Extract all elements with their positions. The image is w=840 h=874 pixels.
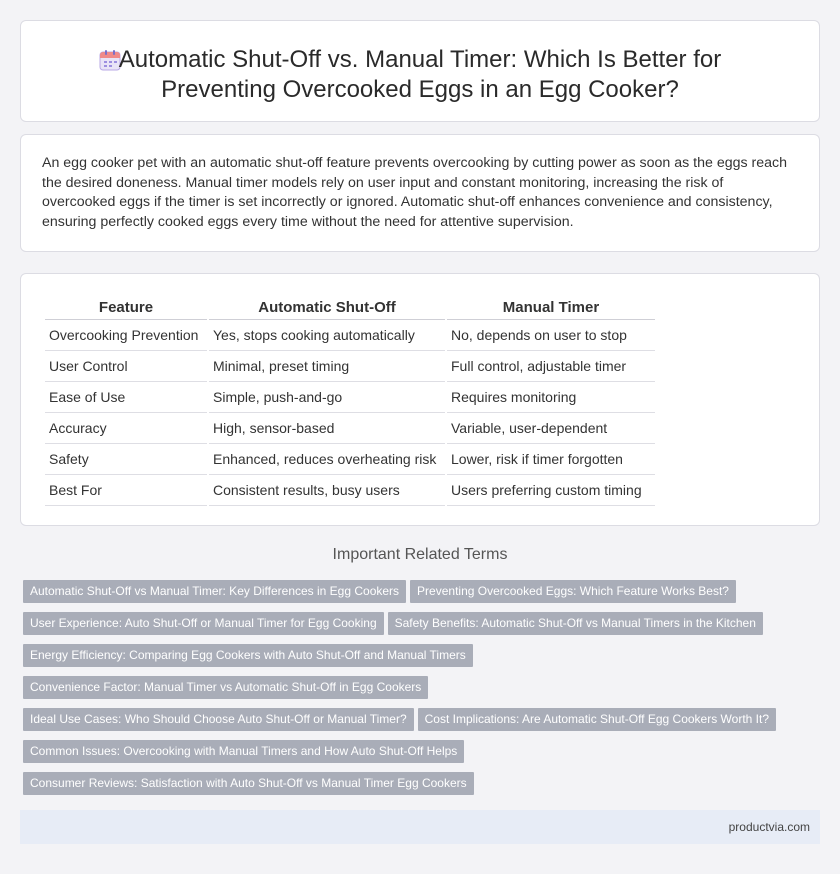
related-term-link[interactable]: Preventing Overcooked Eggs: Which Feature Works Best? [410, 580, 736, 603]
table-cell: Best For [45, 475, 207, 506]
table-row [45, 320, 655, 351]
page-title-line-2: Preventing Overcooked Eggs in an Egg Cooker? [161, 76, 679, 103]
table-row [45, 351, 655, 382]
table-cell: Yes, stops cooking automatically [209, 320, 445, 351]
table-cell: High, sensor-based [209, 413, 445, 444]
footer [20, 810, 820, 844]
related-term-link[interactable]: Safety Benefits: Automatic Shut-Off vs Manual Timers in the Kitchen [388, 612, 763, 635]
table-cell: Requires monitoring [447, 382, 655, 413]
page-title [21, 45, 819, 105]
related-term-link[interactable]: Common Issues: Overcooking with Manual Timers and How Auto Shut-Off Helps [23, 740, 464, 763]
table-cell: Safety [45, 444, 207, 475]
intro-paragraph: An egg cooker pet with an automatic shut-off feature prevents overcooking by cutting power as soon as the eggs reach the desired doneness. Manual timer models rely on user input and constant monitoring, increasing the risk of overcooked eggs if the timer is set incorrectly or ignored. Automatic shut-off enhances convenience and consistency, ensuring perfectly cooked eggs every time without the need for attentive supervision. [42, 155, 788, 230]
related-term-link[interactable]: Cost Implications: Are Automatic Shut-Off Egg Cookers Worth It? [418, 708, 776, 731]
table-header-automatic: Automatic Shut-Off [209, 296, 445, 320]
intro-card [20, 134, 820, 252]
related-term-link[interactable]: Ideal Use Cases: Who Should Choose Auto Shut-Off or Manual Timer? [23, 708, 414, 731]
table-header-feature: Feature [45, 296, 207, 320]
table-cell: Accuracy [45, 413, 207, 444]
table-row [45, 382, 655, 413]
table-cell: Minimal, preset timing [209, 351, 445, 382]
related-term-link[interactable]: Automatic Shut-Off vs Manual Timer: Key Differences in Egg Cookers [23, 580, 406, 603]
table-row [45, 444, 655, 475]
table-cell: Ease of Use [45, 382, 207, 413]
related-term-link[interactable]: Energy Efficiency: Comparing Egg Cookers with Auto Shut-Off and Manual Timers [23, 644, 473, 667]
related-terms-list [23, 580, 783, 804]
table-cell: User Control [45, 351, 207, 382]
table-cell: No, depends on user to stop [447, 320, 655, 351]
comparison-table [43, 296, 657, 506]
table-cell: Consistent results, busy users [209, 475, 445, 506]
table-cell: Users preferring custom timing [447, 475, 655, 506]
table-header-row [45, 296, 655, 320]
table-cell: Lower, risk if timer forgotten [447, 444, 655, 475]
comparison-table-card [20, 273, 820, 526]
related-term-link[interactable]: Consumer Reviews: Satisfaction with Auto Shut-Off vs Manual Timer Egg Cookers [23, 772, 474, 795]
table-header-manual: Manual Timer [447, 296, 655, 320]
table-row [45, 475, 655, 506]
title-card [20, 20, 820, 122]
related-term-link[interactable]: User Experience: Auto Shut-Off or Manual Timer for Egg Cooking [23, 612, 384, 635]
table-cell: Enhanced, reduces overheating risk [209, 444, 445, 475]
table-cell: Overcooking Prevention [45, 320, 207, 351]
table-cell: Full control, adjustable timer [447, 351, 655, 382]
related-term-link[interactable]: Convenience Factor: Manual Timer vs Automatic Shut-Off in Egg Cookers [23, 676, 428, 699]
footer-site-link[interactable]: productvia.com [728, 820, 810, 834]
page-title-line-1: Automatic Shut-Off vs. Manual Timer: Which Is Better for [118, 46, 722, 73]
related-terms-title: Important Related Terms [332, 546, 508, 563]
table-cell: Simple, push-and-go [209, 382, 445, 413]
table-row [45, 413, 655, 444]
table-cell: Variable, user-dependent [447, 413, 655, 444]
